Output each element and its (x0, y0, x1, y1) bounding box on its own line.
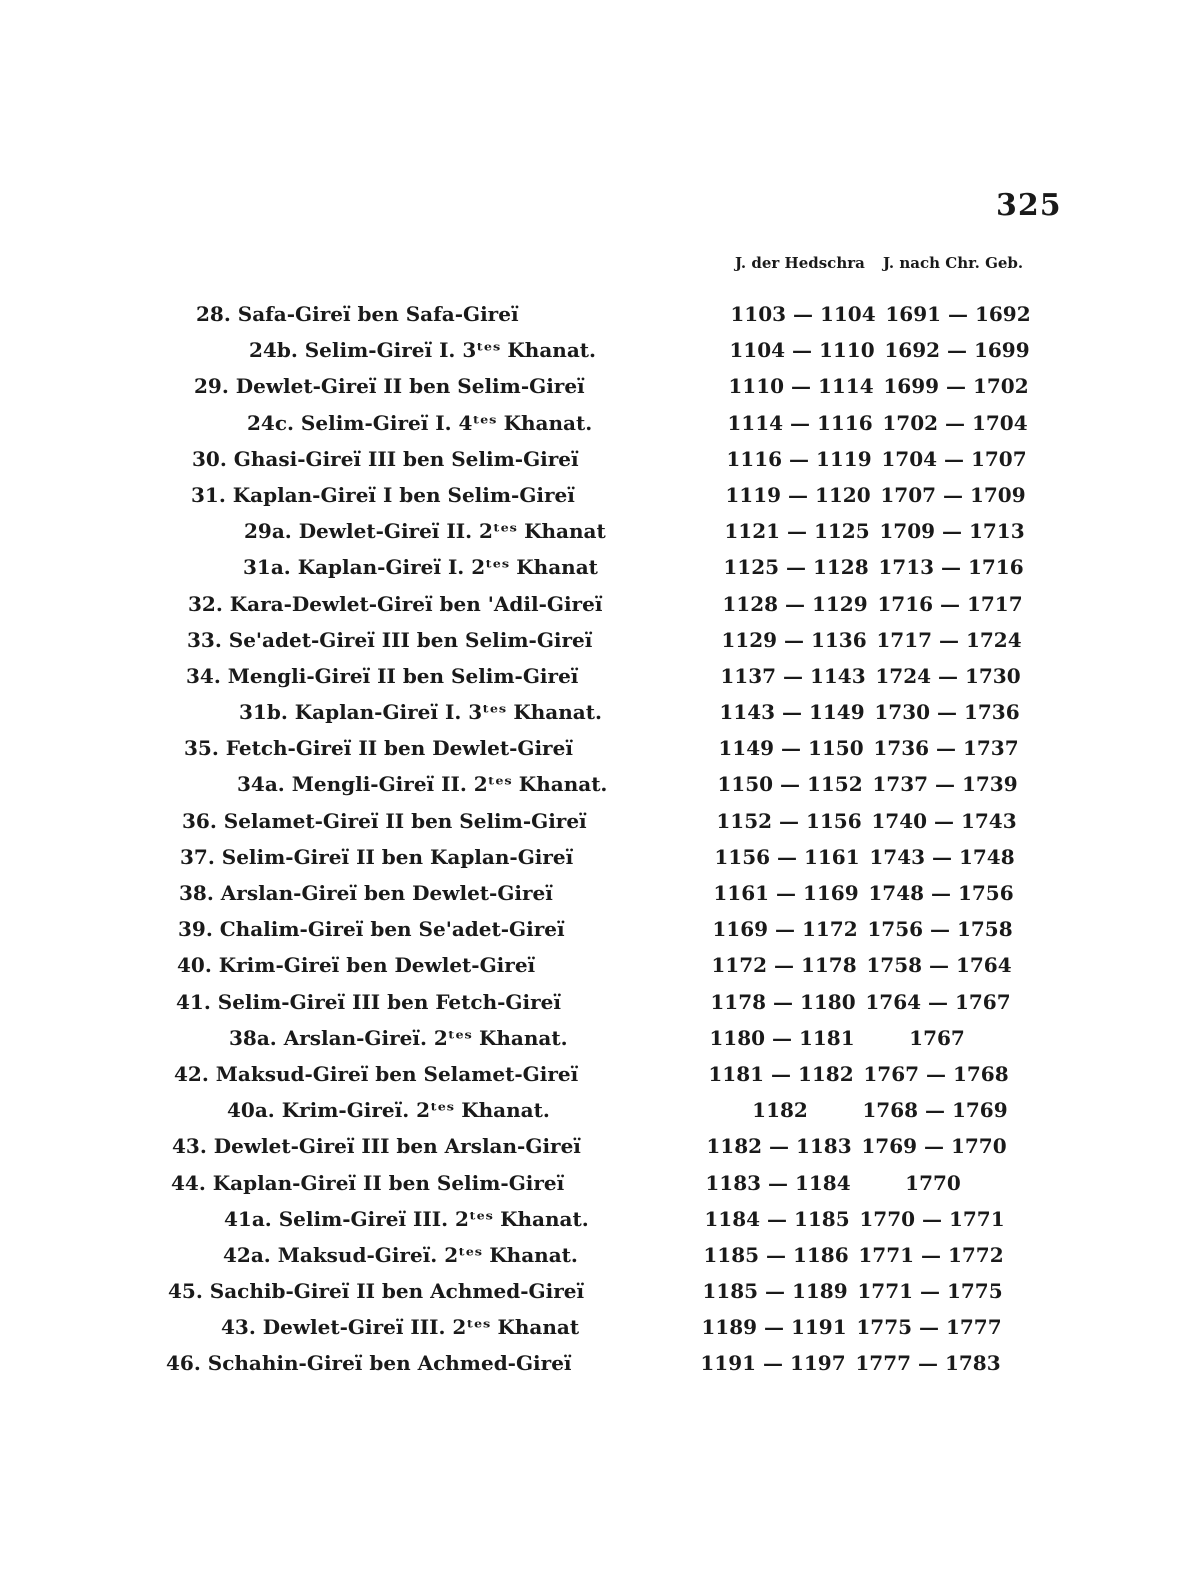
table-row (0, 479, 1191, 515)
table-row (0, 443, 1191, 479)
khan-name: 41. Selim-Gireï III ben Fetch-Gireï (176, 989, 561, 1014)
table-row (0, 1022, 1191, 1058)
hijra-years: 1128 — 1129 (722, 591, 868, 616)
table-row (0, 1094, 1191, 1130)
hijra-years: 1125 — 1128 (723, 555, 869, 580)
khan-name: 29a. Dewlet-Gireï II. 2ᵗᵉˢ Khanat (244, 519, 606, 544)
christian-years: 1770 — 1771 (859, 1206, 1005, 1231)
khan-name: 40a. Krim-Gireï. 2ᵗᵉˢ Khanat. (227, 1098, 550, 1123)
hijra-years: 1169 — 1172 (712, 917, 858, 942)
khan-name: 33. Se'adet-Gireï III ben Selim-Gireï (187, 627, 593, 652)
table-row (0, 1203, 1191, 1239)
khan-name: 31a. Kaplan-Gireï I. 2ᵗᵉˢ Khanat (243, 555, 598, 580)
table-row (0, 407, 1191, 443)
christian-years: 1716 — 1717 (877, 591, 1023, 616)
christian-years: 1707 — 1709 (880, 482, 1026, 507)
table-row (0, 1347, 1191, 1383)
christian-years: 1702 — 1704 (882, 410, 1028, 435)
khan-name: 36. Selamet-Gireï II ben Selim-Gireï (182, 808, 587, 833)
christian-years: 1767 — 1768 (863, 1061, 1009, 1086)
hijra-years: 1181 — 1182 (708, 1061, 854, 1086)
table-row (0, 1239, 1191, 1275)
christian-years: 1743 — 1748 (869, 844, 1015, 869)
table-row (0, 986, 1191, 1022)
hijra-years: 1119 — 1120 (725, 482, 871, 507)
khan-name: 32. Kara-Dewlet-Gireï ben 'Adil-Gireï (188, 591, 603, 616)
table-row (0, 805, 1191, 841)
table-row (0, 1275, 1191, 1311)
christian-years: 1691 — 1692 (885, 302, 1031, 326)
page-number: 325 (996, 188, 1062, 223)
table-row (0, 1058, 1191, 1094)
hijra-years: 1103 — 1104 (730, 302, 876, 326)
khan-name: 45. Sachib-Gireï II ben Achmed-Gireï (168, 1279, 585, 1304)
christian-years: 1699 — 1702 (883, 374, 1029, 399)
hijra-years: 1178 — 1180 (710, 989, 856, 1014)
khan-name: 42. Maksud-Gireï ben Selamet-Gireï (174, 1061, 579, 1086)
hijra-years: 1180 — 1181 (709, 1025, 855, 1050)
khan-name: 24b. Selim-Gireï I. 3ᵗᵉˢ Khanat. (249, 338, 597, 363)
hijra-years: 1191 — 1197 (700, 1351, 846, 1376)
hijra-years: 1129 — 1136 (721, 627, 867, 652)
christian-years: 1704 — 1707 (881, 446, 1027, 471)
khan-name: 43. Dewlet-Gireï III. 2ᵗᵉˢ Khanat (221, 1315, 580, 1340)
khan-name: 29. Dewlet-Gireï II ben Selim-Gireï (194, 374, 585, 399)
christian-years: 1724 — 1730 (875, 663, 1021, 688)
christian-years: 1713 — 1716 (878, 555, 1024, 580)
christian-years: 1717 — 1724 (876, 627, 1022, 652)
hijra-years: 1143 — 1149 (719, 700, 865, 725)
hijra-years: 1121 — 1125 (724, 519, 870, 544)
khan-name: 39. Chalim-Gireï ben Se'adet-Gireï (178, 917, 565, 942)
christian-years: 1692 — 1699 (884, 338, 1030, 363)
khan-name: 34. Mengli-Gireï II ben Selim-Gireï (186, 663, 579, 688)
christian-years: 1758 — 1764 (866, 953, 1012, 978)
table-row (0, 696, 1191, 732)
hijra-years: 1152 — 1156 (716, 808, 862, 833)
table-row (0, 370, 1191, 406)
hijra-years: 1149 — 1150 (718, 736, 864, 761)
khan-name: 38. Arslan-Gireï ben Dewlet-Gireï (179, 881, 553, 905)
christian-years: 1736 — 1737 (873, 736, 1019, 761)
khan-name: 37. Selim-Gireï II ben Kaplan-Gireï (180, 844, 574, 869)
christian-years: 1730 — 1736 (874, 700, 1020, 725)
table-row (0, 1130, 1191, 1166)
khan-name: 24c. Selim-Gireï I. 4ᵗᵉˢ Khanat. (247, 410, 593, 435)
hijra-years: 1114 — 1116 (727, 410, 873, 435)
christian-years: 1769 — 1770 (861, 1134, 1007, 1159)
khan-name: 35. Fetch-Gireï II ben Dewlet-Gireï (184, 736, 573, 761)
table-row (0, 588, 1191, 624)
hijra-column-header: J. der Hedschra (735, 254, 865, 272)
christian-years: 1740 — 1743 (871, 808, 1017, 833)
christian-years: 1767 (909, 1025, 965, 1050)
hijra-years: 1172 — 1178 (711, 953, 857, 978)
table-row (0, 768, 1191, 804)
khan-name: 34a. Mengli-Gireï II. 2ᵗᵉˢ Khanat. (237, 772, 608, 797)
christian-years: 1709 — 1713 (879, 519, 1025, 544)
khan-name: 38a. Arslan-Gireï. 2ᵗᵉˢ Khanat. (229, 1025, 568, 1050)
column-headers (735, 254, 1055, 280)
hijra-years: 1183 — 1184 (705, 1170, 851, 1195)
khan-name: 31. Kaplan-Gireï I ben Selim-Gireï (191, 482, 575, 507)
christian-years: 1770 (905, 1170, 961, 1195)
christian-column-header: J. nach Chr. Geb. (883, 254, 1024, 272)
christian-years: 1771 — 1775 (857, 1279, 1003, 1304)
hijra-years: 1184 — 1185 (704, 1206, 850, 1231)
table-row (0, 1167, 1191, 1203)
christian-years: 1756 — 1758 (867, 917, 1013, 942)
hijra-years: 1137 — 1143 (720, 663, 866, 688)
table-row (0, 660, 1191, 696)
christian-years: 1748 — 1756 (868, 881, 1014, 905)
hijra-years: 1182 (752, 1098, 808, 1123)
hijra-years: 1104 — 1110 (729, 338, 875, 363)
hijra-years: 1161 — 1169 (713, 881, 859, 905)
khan-name: 40. Krim-Gireï ben Dewlet-Gireï (177, 953, 536, 978)
christian-years: 1771 — 1772 (858, 1242, 1004, 1267)
khan-name: 30. Ghasi-Gireï III ben Selim-Gireï (192, 446, 579, 471)
christian-years: 1764 — 1767 (865, 989, 1011, 1014)
hijra-years: 1185 — 1186 (703, 1242, 849, 1267)
hijra-years: 1156 — 1161 (714, 844, 860, 869)
khan-name: 44. Kaplan-Gireï II ben Selim-Gireï (171, 1170, 565, 1195)
table-row (0, 551, 1191, 587)
table-row (0, 949, 1191, 985)
christian-years: 1737 — 1739 (872, 772, 1018, 797)
khan-table (0, 298, 1191, 1384)
table-row (0, 515, 1191, 551)
hijra-years: 1110 — 1114 (728, 374, 874, 399)
hijra-years: 1150 — 1152 (717, 772, 863, 797)
table-row (0, 877, 1191, 913)
christian-years: 1768 — 1769 (862, 1098, 1008, 1123)
hijra-years: 1116 — 1119 (726, 446, 872, 471)
khan-name: 42a. Maksud-Gireï. 2ᵗᵉˢ Khanat. (223, 1242, 578, 1267)
hijra-years: 1185 — 1189 (702, 1279, 848, 1304)
table-row (0, 841, 1191, 877)
khan-name: 46. Schahin-Gireï ben Achmed-Gireï (166, 1351, 572, 1376)
hijra-years: 1189 — 1191 (701, 1315, 847, 1340)
table-row (0, 624, 1191, 660)
table-row (0, 298, 1191, 334)
christian-years: 1775 — 1777 (856, 1315, 1002, 1340)
khan-name: 31b. Kaplan-Gireï I. 3ᵗᵉˢ Khanat. (239, 700, 602, 725)
khan-name: 28. Safa-Gireï ben Safa-Gireï (196, 302, 519, 326)
christian-years: 1777 — 1783 (855, 1351, 1001, 1376)
khan-name: 41a. Selim-Gireï III. 2ᵗᵉˢ Khanat. (224, 1206, 589, 1231)
table-row (0, 1311, 1191, 1347)
khan-name: 43. Dewlet-Gireï III ben Arslan-Gireï (172, 1134, 581, 1159)
hijra-years: 1182 — 1183 (706, 1134, 852, 1159)
table-row (0, 732, 1191, 768)
table-row (0, 913, 1191, 949)
table-row (0, 334, 1191, 370)
